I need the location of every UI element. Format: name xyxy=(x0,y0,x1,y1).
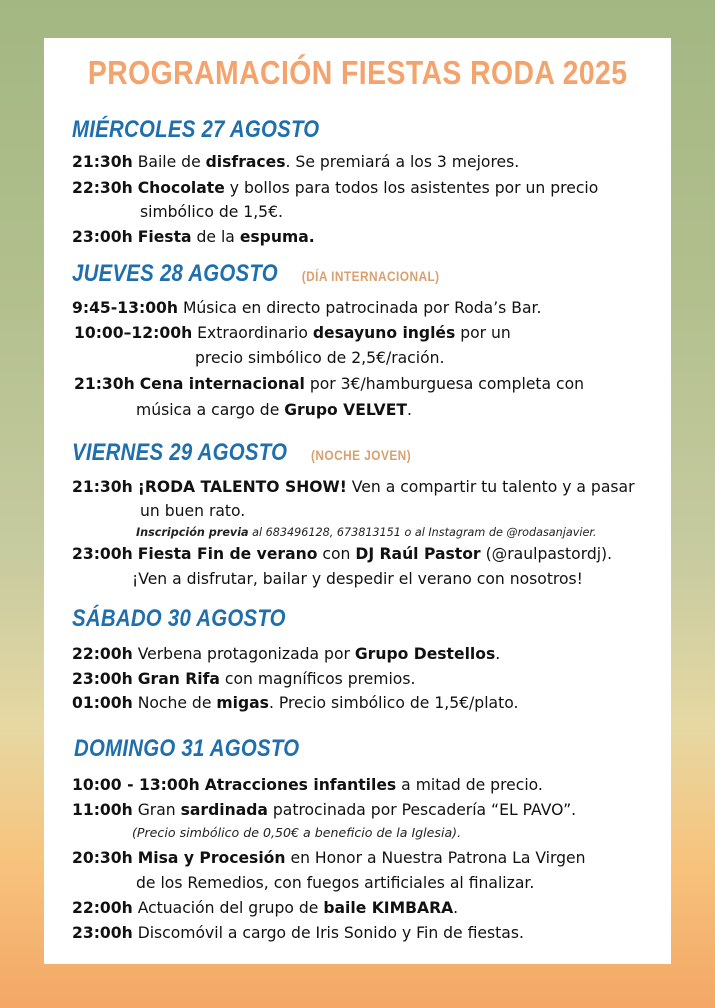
text-segment: baile KIMBARA xyxy=(323,899,454,917)
text-segment: . xyxy=(495,645,501,663)
event-line xyxy=(72,693,518,713)
event-line xyxy=(74,323,511,343)
day-heading-miercoles-text: MIÉRCOLES 27 AGOSTO xyxy=(72,116,320,143)
text-segment: 20:30h xyxy=(72,849,133,867)
text-segment: de la xyxy=(191,228,240,246)
text-segment: 10:00 - 13:00h xyxy=(72,776,200,794)
event-line xyxy=(72,669,415,689)
text-segment: 21:30h xyxy=(72,478,133,496)
event-line xyxy=(72,298,541,318)
text-segment: 23:00h xyxy=(72,228,133,246)
event-line-continued: precio simbólico de 2,5€/ración. xyxy=(195,349,445,367)
text-segment: Misa y Procesión xyxy=(137,849,286,867)
text-segment: Inscripción previa xyxy=(136,526,249,539)
text-segment: al 683496128, 673813151 o al Instagram de @rodasanjavier. xyxy=(248,526,597,539)
text-segment: Grupo VELVET xyxy=(284,401,408,419)
text-segment: 22:00h xyxy=(72,899,133,917)
event-line xyxy=(72,227,315,247)
text-segment: 21:30h xyxy=(74,375,135,393)
text-segment: 22:30h xyxy=(72,179,133,197)
event-line-continued: un buen rato. xyxy=(140,502,246,520)
text-segment: 22:00h xyxy=(72,645,133,663)
event-line xyxy=(72,544,612,564)
text-segment: 23:00h xyxy=(72,545,133,563)
text-segment: ¡RODA TALENTO SHOW! xyxy=(137,478,347,496)
text-segment: Gran Rifa xyxy=(137,670,220,688)
day-heading-sabado xyxy=(72,605,286,633)
text-segment: 01:00h xyxy=(72,694,133,712)
text-segment: Fiesta xyxy=(137,228,192,246)
event-line xyxy=(72,898,458,918)
event-line xyxy=(74,374,584,394)
text-segment: 23:00h xyxy=(72,670,133,688)
text-segment: Verbena protagonizada por xyxy=(132,645,355,663)
text-segment: por un xyxy=(455,324,511,342)
text-segment: con magníficos premios. xyxy=(219,670,416,688)
text-segment: DJ Raúl Pastor xyxy=(355,545,481,563)
registration-note xyxy=(136,526,596,539)
event-line xyxy=(72,775,543,795)
text-segment: música a cargo de xyxy=(136,401,285,419)
text-segment: . xyxy=(407,401,412,419)
text-segment: sardinada xyxy=(180,801,268,819)
text-segment: Atracciones infantiles xyxy=(204,776,397,794)
event-line-continued xyxy=(136,400,412,420)
text-segment: desayuno inglés xyxy=(312,324,456,342)
text-segment: en Honor a Nuestra Patrona La Virgen xyxy=(285,849,586,867)
text-segment: Grupo Destellos xyxy=(354,645,496,663)
text-segment: . xyxy=(453,899,459,917)
text-segment: 10:00–12:00h xyxy=(74,324,193,342)
page-title: PROGRAMACIÓN FIESTAS RODA 2025 xyxy=(87,54,628,91)
text-segment: y bollos para todos los asistentes por un precio xyxy=(224,179,599,197)
event-line xyxy=(72,800,576,820)
event-line xyxy=(72,178,598,198)
text-segment: VIERNES 29 AGOSTO xyxy=(72,439,288,466)
text-segment: Ven a compartir tu talento y a pasar xyxy=(346,478,635,496)
text-segment: 21:30h xyxy=(72,153,133,171)
text-segment: JUEVES 28 AGOSTO xyxy=(72,260,278,287)
event-line-continued: de los Remedios, con fuegos artificiales al finalizar. xyxy=(136,874,535,892)
event-line-continued: simbólico de 1,5€. xyxy=(140,203,283,221)
text-segment: espuma. xyxy=(239,228,315,246)
text-segment: migas xyxy=(216,694,269,712)
day-tag: (DÍA INTERNACIONAL) xyxy=(301,268,440,284)
text-segment: por 3€/hamburguesa completa con xyxy=(304,375,585,393)
text-segment: 9:45-13:00h xyxy=(72,299,178,317)
text-segment: Cena internacional xyxy=(139,375,305,393)
text-segment: con xyxy=(317,545,356,563)
event-line-continued: ¡Ven a disfrutar, bailar y despedir el verano con nosotros! xyxy=(132,570,583,588)
event-line xyxy=(72,152,519,172)
day-heading-domingo xyxy=(74,735,299,763)
text-segment: Chocolate xyxy=(137,179,225,197)
text-segment: Noche de xyxy=(132,694,217,712)
text-segment: a mitad de precio. xyxy=(396,776,543,794)
text-segment: Fiesta Fin de verano xyxy=(137,545,318,563)
event-line xyxy=(72,477,634,497)
day-heading-jueves xyxy=(72,260,440,288)
text-segment: Música en directo patrocinada por Roda’s Bar. xyxy=(178,299,542,317)
event-line xyxy=(72,923,524,943)
text-segment: patrocinada por Pescadería “EL PAVO”. xyxy=(267,801,577,819)
text-segment: 23:00h xyxy=(72,924,133,942)
day-heading-miercoles xyxy=(72,116,319,144)
text-segment: Actuación del grupo de xyxy=(132,899,324,917)
text-segment: Extraordinario xyxy=(192,324,313,342)
text-segment: Discomóvil a cargo de Iris Sonido y Fin de fiestas. xyxy=(132,924,524,942)
text-segment: 11:00h xyxy=(72,801,133,819)
event-line xyxy=(72,848,586,868)
text-segment: . Precio simbólico de 1,5€/plato. xyxy=(268,694,519,712)
event-line xyxy=(72,644,500,664)
text-segment: disfraces xyxy=(205,153,286,171)
text-segment: . Se premiará a los 3 mejores. xyxy=(285,153,520,171)
text-segment: Gran xyxy=(132,801,181,819)
text-segment: (@raulpastordj). xyxy=(480,545,613,563)
program-card xyxy=(44,38,671,964)
text-segment: DOMINGO 31 AGOSTO xyxy=(74,735,300,762)
day-heading-viernes xyxy=(72,439,411,467)
text-segment: Baile de xyxy=(132,153,206,171)
text-segment: SÁBADO 30 AGOSTO xyxy=(72,605,286,632)
price-note: (Precio simbólico de 0,50€ a beneficio de la Iglesia). xyxy=(132,825,462,840)
day-tag: (NOCHE JOVEN) xyxy=(311,447,412,463)
